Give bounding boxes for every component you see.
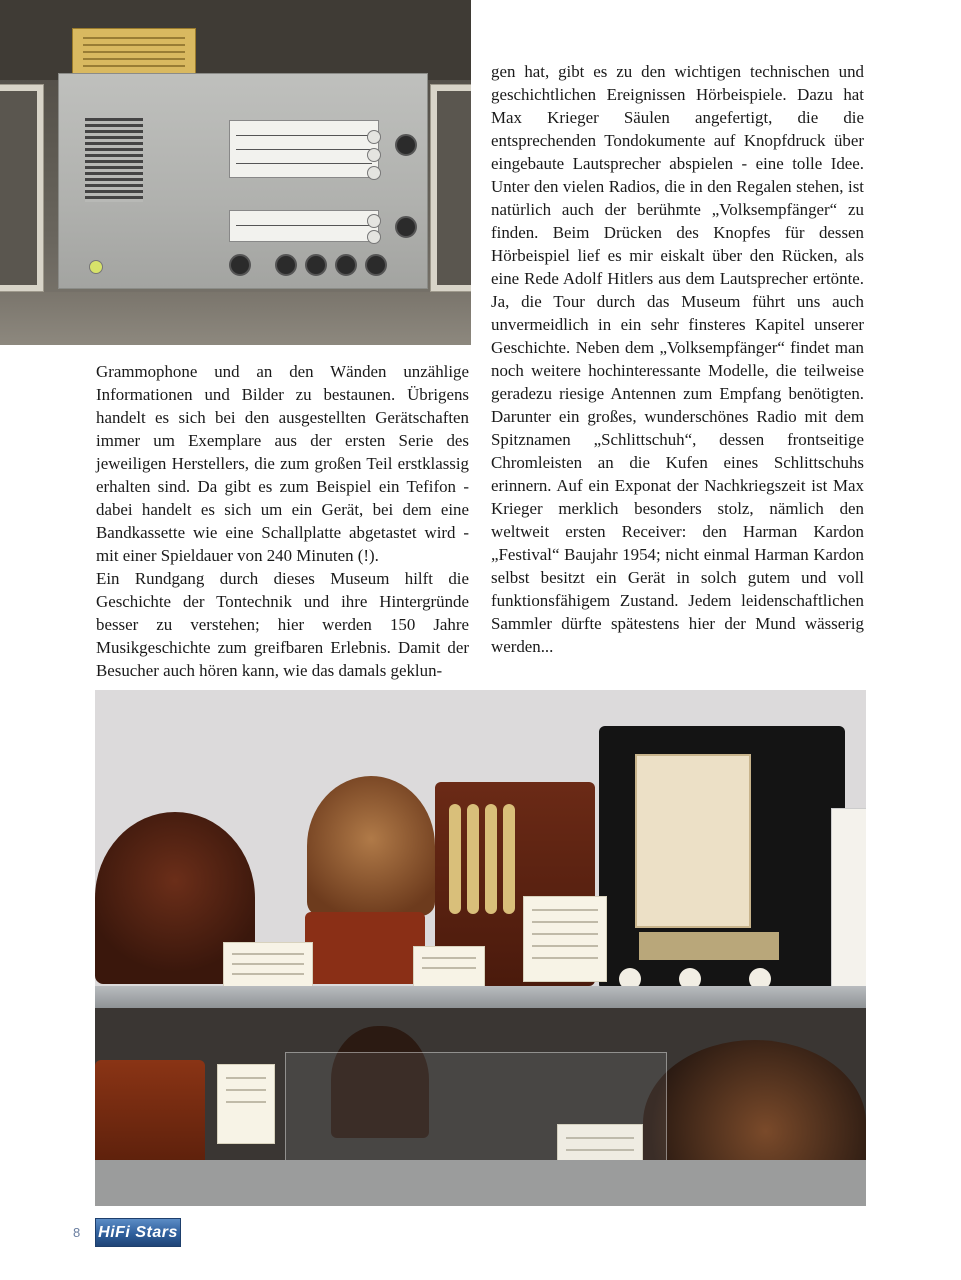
- speaker-right: [430, 84, 471, 292]
- article-column-right: [491, 60, 864, 658]
- glass-display-case: [285, 1052, 667, 1174]
- exhibit-card: [413, 946, 485, 990]
- exhibit-card: [217, 1064, 275, 1144]
- radio-lower-left: [95, 1060, 205, 1172]
- photo-hifi-receiver: [0, 0, 471, 345]
- page-number: 8: [73, 1225, 81, 1240]
- magazine-logo: HiFi Stars: [95, 1218, 181, 1247]
- info-sign: [831, 808, 866, 1010]
- article-column-left: [96, 360, 469, 682]
- article-paragraph: gen hat, gibt es zu den wichtigen technischen und geschichtlichen Ereignissen Hörbeispiele. Dazu hat Max Krieger Säulen angefertigt, die die entsprechenden Tondokumente auf Knopfdruck über eingebaute Lautsprecher abspielen - eine tolle Idee. Unter den vielen Radios, die in den Regalen stehen, ist natürlich auch der berühmte „Volksempfänger“ zu finden. Beim Drücken des Knopfes für dessen Hörbeispiel lief es mir eiskalt über den Rücken, als eine Rede Adolf Hitlers aus dem Lautsprecher ertönte. Ja, die Tour durch das Museum führt uns auch unvermeidlich in ein sehr finsteres Kapitel unserer Geschichte. Neben dem „Volksempfänger“ findet man noch weitere hochinteressante Modelle, die teilweise geradezu riesige Antennen zum Empfang benötigten. Darunter ein großes, wunderschönes Radio mit dem Spitznamen „Schlittschuh“, dessen frontseitige Chromleisten an die Kufen eines Schlittschuhs erinnern. Auf ein Exponat der Nachkriegszeit ist Max Krieger merklich besonders stolz, nämlich den weltweit ersten Receiver: den Harman Kardon „Festival“ Baujahr 1954; nicht einmal Harman Kardon selbst besitzt ein Gerät in solch gutem und voll funktionsfähigem Zustand. Jedem leidenschaftlichen Sammler dürfte spätestens hier der Mund wässerig werden...: [491, 62, 864, 656]
- exhibit-card: [523, 896, 607, 982]
- receiver-unit: [58, 73, 428, 289]
- article-paragraph: Ein Rundgang durch dieses Museum hilft die Geschichte der Tontechnik und ihre Hintergründe besser zu verstehen; hier werden 150 Jahre Musikgeschichte zum greifbaren Erlebnis. Damit der Besucher auch hören kann, wie das damals geklun-: [96, 569, 469, 680]
- photo-vintage-radios: [95, 690, 866, 1206]
- article-paragraph: Grammophone und an den Wänden unzählige Informationen und Bilder zu bestaunen. Übrigens handelt es sich bei den ausgestellten Gerätschaften immer um Exemplare aus der ersten Serie des jeweiligen Herstellers, die zum großen Teil erstklassig erhalten sind. Da gibt es zum Beispiel ein Tefifon - dabei handelt es sich um ein Gerät, bei dem eine Bandkassette wie eine Schallplatte abgetastet wird - mit einer Spieldauer von 240 Minuten (!).: [96, 362, 469, 565]
- speaker-left: [0, 84, 44, 292]
- exhibit-label-card: [72, 28, 196, 74]
- radio-small-red: [305, 912, 425, 984]
- glass-shelf: [95, 986, 866, 1008]
- radio-round: [307, 776, 435, 916]
- radio-black-bakelite: [599, 726, 845, 990]
- exhibit-card: [223, 942, 313, 992]
